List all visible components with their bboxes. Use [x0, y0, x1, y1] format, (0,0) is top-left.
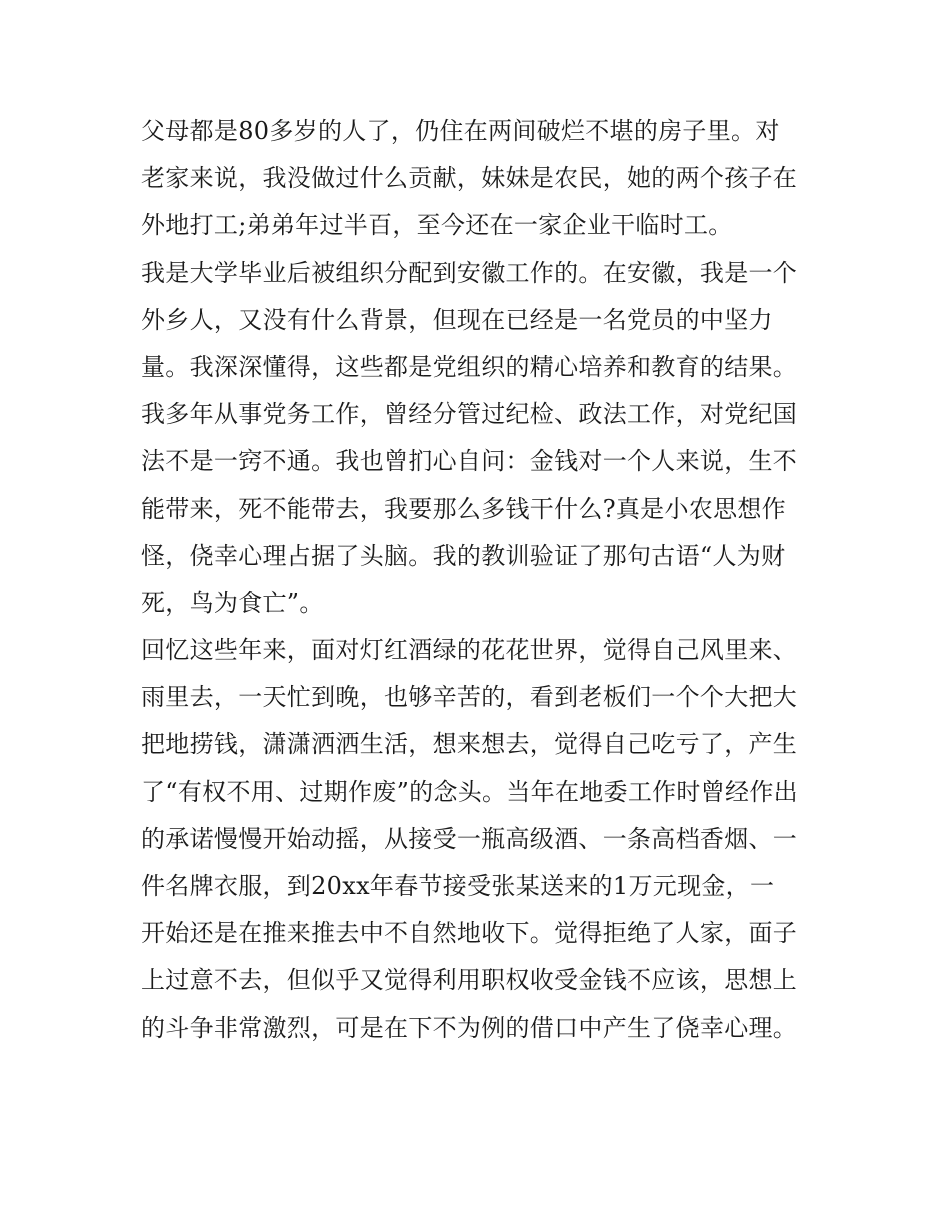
- text-line: 上过意不去，但似乎又觉得利用职权收受金钱不应该，思想上: [141, 966, 798, 995]
- body-text: [141, 108, 821, 1052]
- text-line: 法不是一窍不通。我也曾扪心自问：金钱对一个人来说，生不: [141, 447, 798, 476]
- text-line: 雨里去，一天忙到晚，也够辛苦的，看到老板们一个个大把大: [141, 683, 798, 712]
- text-line: 外乡人，又没有什么背景，但现在已经是一名党员的中坚力: [141, 305, 773, 334]
- text-line: 我多年从事党务工作，曾经分管过纪检、政法工作，对党纪国: [141, 400, 798, 429]
- text-line: 把地捞钱，潇潇洒洒生活，想来想去，觉得自己吃亏了，产生: [141, 730, 798, 759]
- text-line: 父母都是80多岁的人了，仍住在两间破烂不堪的房子里。对: [141, 117, 780, 145]
- text-line: 我是大学毕业后被组织分配到安徽工作的。在安徽，我是一个: [141, 258, 798, 287]
- text-line: 死，鸟为食亡”。: [141, 588, 324, 617]
- text-line: 回忆这些年来，面对灯红酒绿的花花世界，觉得自己风里来、: [141, 636, 798, 665]
- text-line: 老家来说，我没做过什么贡献，妹妹是农民，她的两个孩子在: [141, 164, 798, 193]
- text-line: 外地打工;弟弟年过半百，至今还在一家企业干临时工。: [141, 211, 733, 240]
- text-line: 了“有权不用、过期作废”的念头。当年在地委工作时曾经作出: [141, 777, 798, 806]
- text-line: 件名牌衣服，到20xx年春节接受张某送来的1万元现金，一: [141, 872, 775, 900]
- text-line: 能带来，死不能带去，我要那么多钱干什么?真是小农思想作: [141, 494, 786, 523]
- text-line: 的承诺慢慢开始动摇，从接受一瓶高级酒、一条高档香烟、一: [141, 824, 798, 853]
- text-line: 量。我深深懂得，这些都是党组织的精心培养和教育的结果。: [141, 352, 798, 381]
- text-line: 开始还是在推来推去中不自然地收下。觉得拒绝了人家，面子: [141, 919, 798, 948]
- text-line: 怪，侥幸心理占据了头脑。我的教训验证了那句古语“人为财: [141, 541, 786, 570]
- text-line: 的斗争非常激烈，可是在下不为例的借口中产生了侥幸心理。: [141, 1013, 798, 1042]
